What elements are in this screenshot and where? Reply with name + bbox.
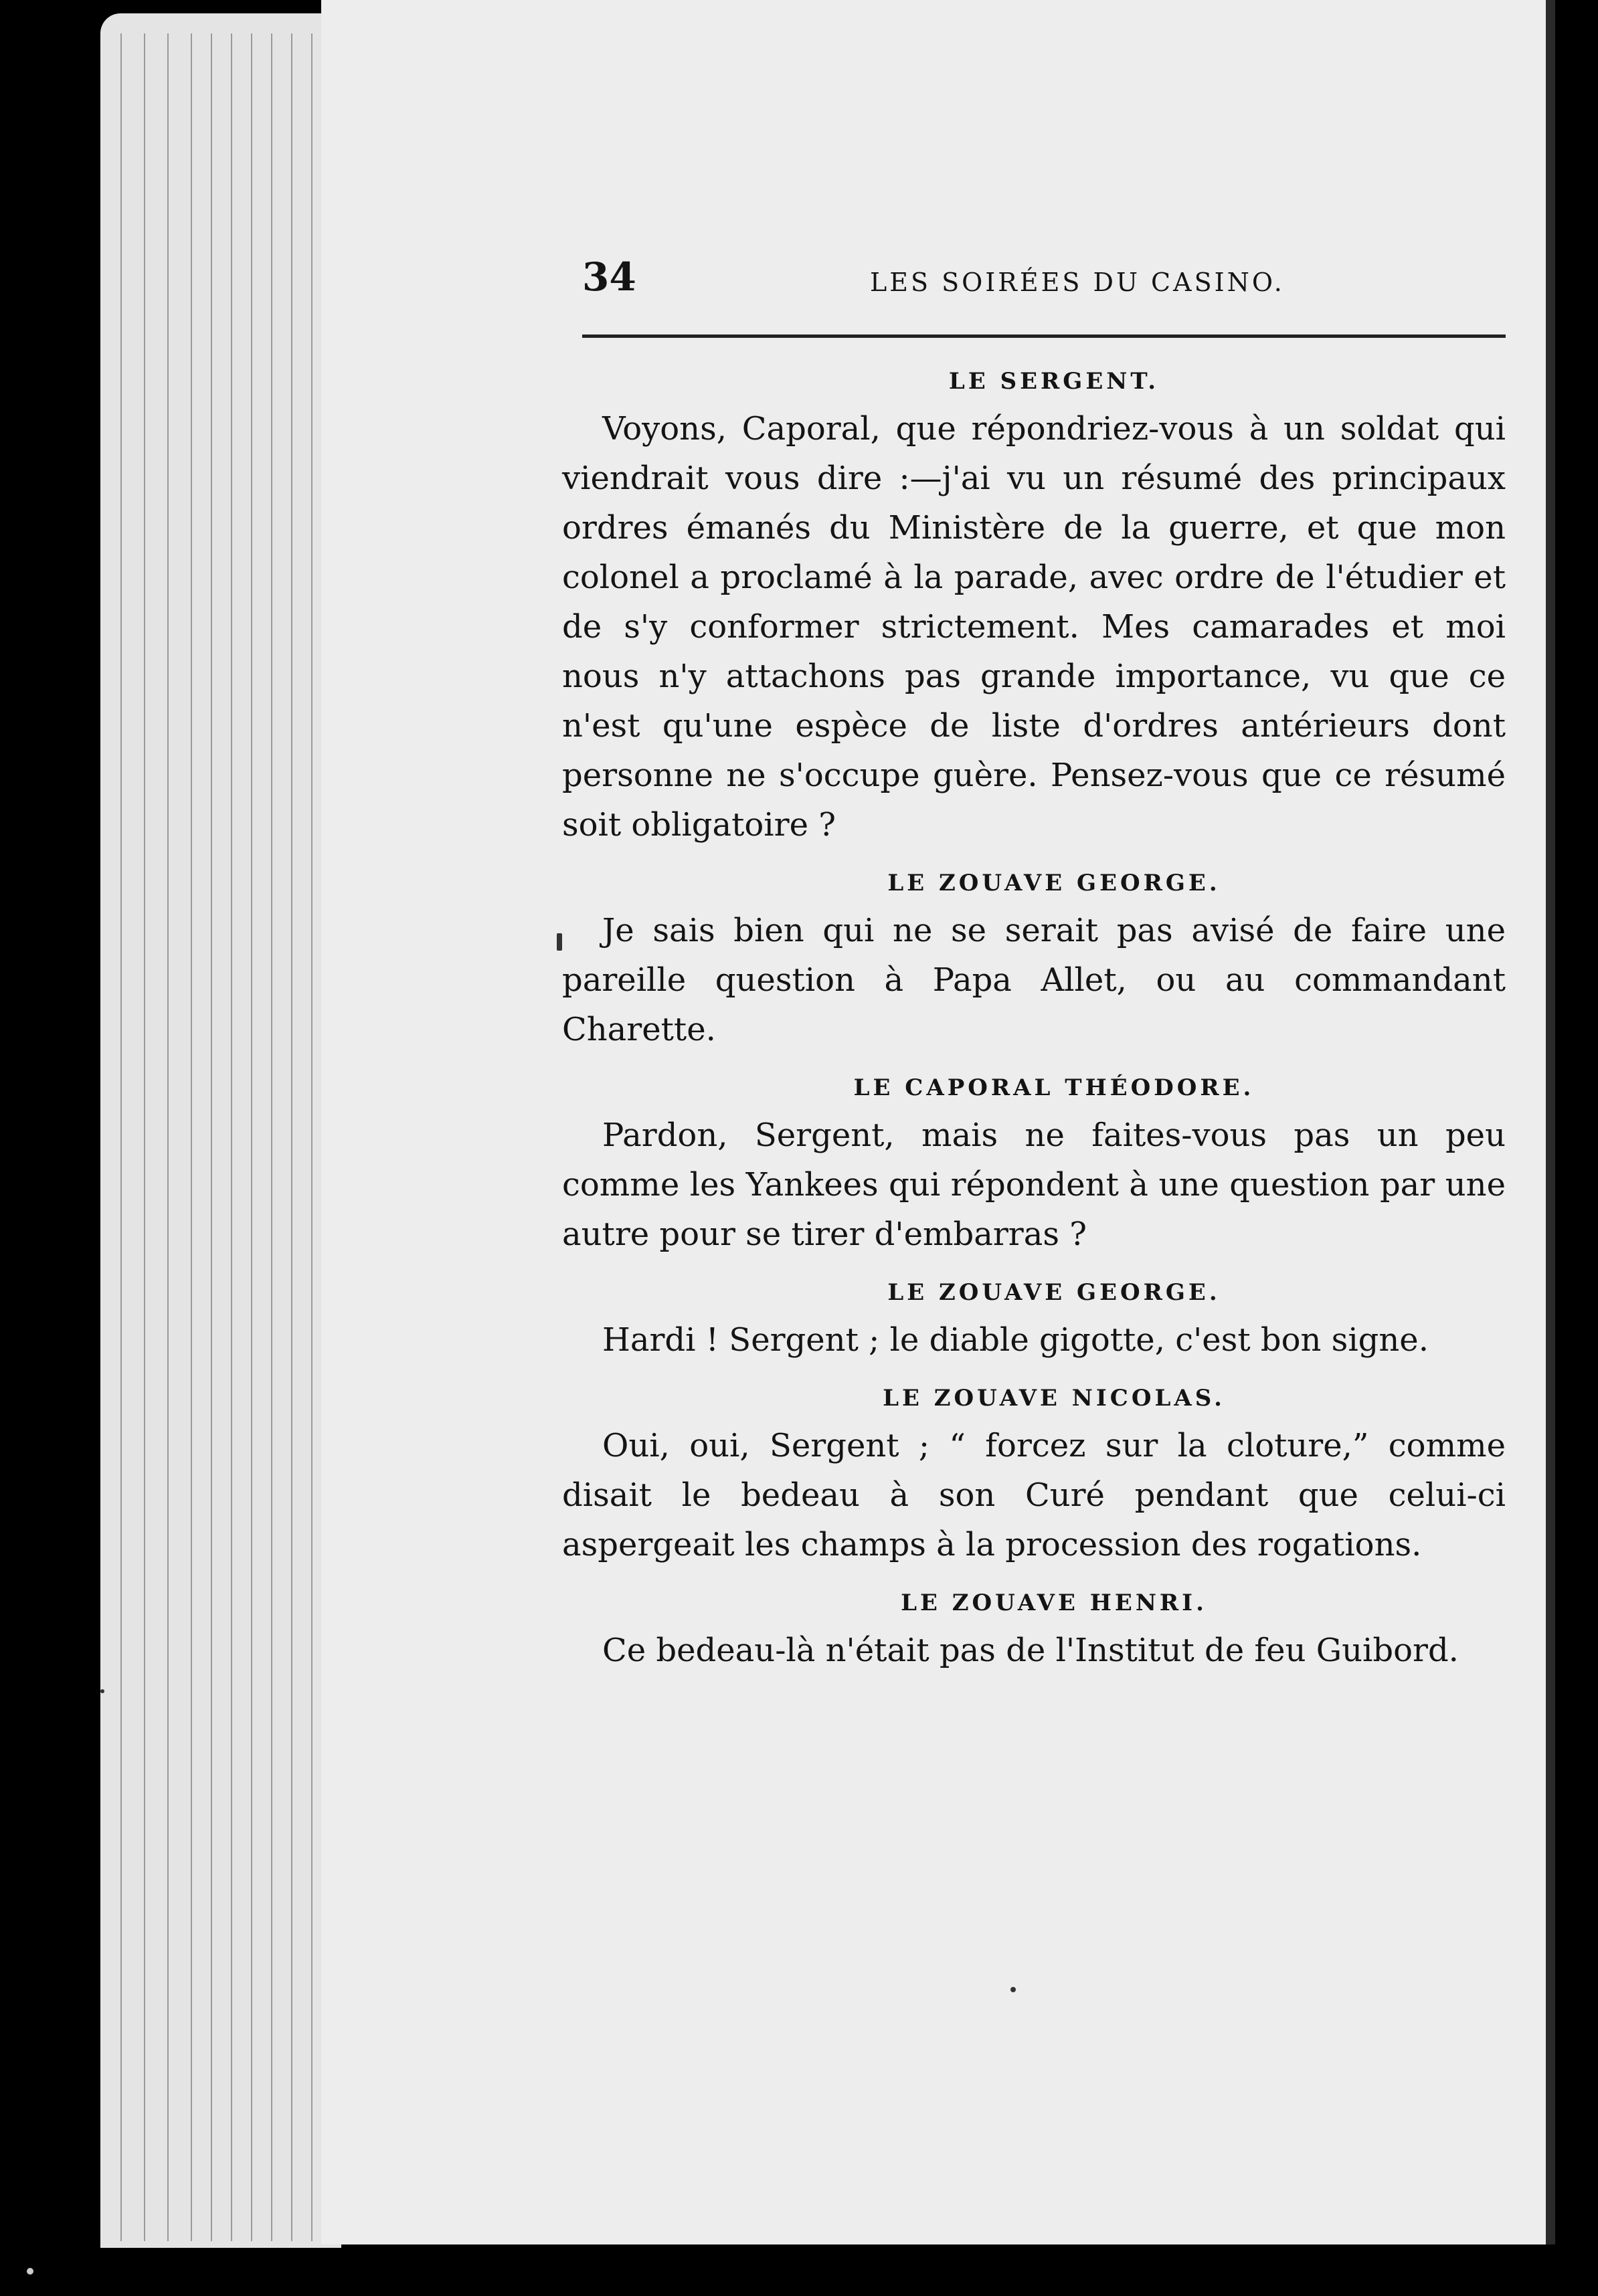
page-edge-line — [120, 33, 122, 2241]
page-edge-line — [211, 33, 212, 2241]
header-rule — [582, 334, 1506, 338]
speech-block — [562, 870, 1506, 1054]
running-title: LES SOIRÉES DU CASINO. — [870, 268, 1285, 297]
speech-block — [562, 1074, 1506, 1259]
page-edge-line — [311, 33, 313, 2241]
page-edge-line — [231, 33, 232, 2241]
speech-text: Hardi ! Sergent ; le diable gigotte, c'est bon signe. — [602, 1321, 1429, 1359]
ink-speck — [27, 2268, 33, 2275]
speech-text: Pardon, Sergent, mais ne faites-vous pas un peu comme les Yankees qui répondent à une question par une autre pour se tirer d'embarras ? — [562, 1117, 1506, 1253]
page-edge-line — [251, 33, 252, 2241]
speech-text: Ce bedeau-là n'était pas de l'Institut de feu Guibord. — [602, 1632, 1459, 1669]
speech-block — [562, 1590, 1506, 1675]
speech-block — [562, 1385, 1506, 1569]
speaker-name: LE SERGENT. — [948, 368, 1160, 395]
speaker-name: LE CAPORAL THÉODORE. — [853, 1074, 1255, 1101]
speaker-name: LE ZOUAVE HENRI. — [901, 1590, 1207, 1616]
ink-mark — [557, 933, 562, 951]
page-edge-line — [144, 33, 145, 2241]
speaker-name: LE ZOUAVE GEORGE. — [887, 870, 1221, 896]
page-content — [562, 241, 1506, 1675]
page-edge-line — [167, 33, 169, 2241]
ink-speck — [1010, 1987, 1016, 1992]
page-edge-line — [191, 33, 192, 2241]
speech-block — [562, 1279, 1506, 1365]
page-edge-line — [291, 33, 292, 2241]
speech-text: Je sais bien qui ne se serait pas avisé de faire une pareille question à Papa Allet, ou au commandant Charette. — [562, 912, 1506, 1048]
speaker-name: LE ZOUAVE NICOLAS. — [883, 1385, 1225, 1412]
speech-text: Voyons, Caporal, que répondriez-vous à un soldat qui viendrait vous dire :—j'ai vu un résumé des principaux ordres émanés du Ministère de la guerre, et que mon colonel a proclamé à la parade, avec ordre de l'étudier et de s'y conformer strictement. Mes camarades et moi nous n'y attachons pas grande importance, vu que ce n'est qu'une espèce de liste d'ordres antérieurs dont personne ne s'occupe guère. Pensez-vous que ce résumé soit obligatoire ? — [562, 410, 1506, 844]
speech-block — [562, 368, 1506, 850]
page-number: 34 — [582, 254, 636, 300]
page-edges — [100, 13, 341, 2248]
speech-text: Oui, oui, Sergent ; “ forcez sur la cloture,” comme disait le bedeau à son Curé pendant que celui-ci aspergeait les champs à la procession des rogations. — [562, 1427, 1506, 1563]
page-edge-line — [271, 33, 272, 2241]
page-header — [562, 241, 1506, 321]
speaker-name: LE ZOUAVE GEORGE. — [887, 1279, 1221, 1306]
ink-speck — [100, 1689, 104, 1693]
